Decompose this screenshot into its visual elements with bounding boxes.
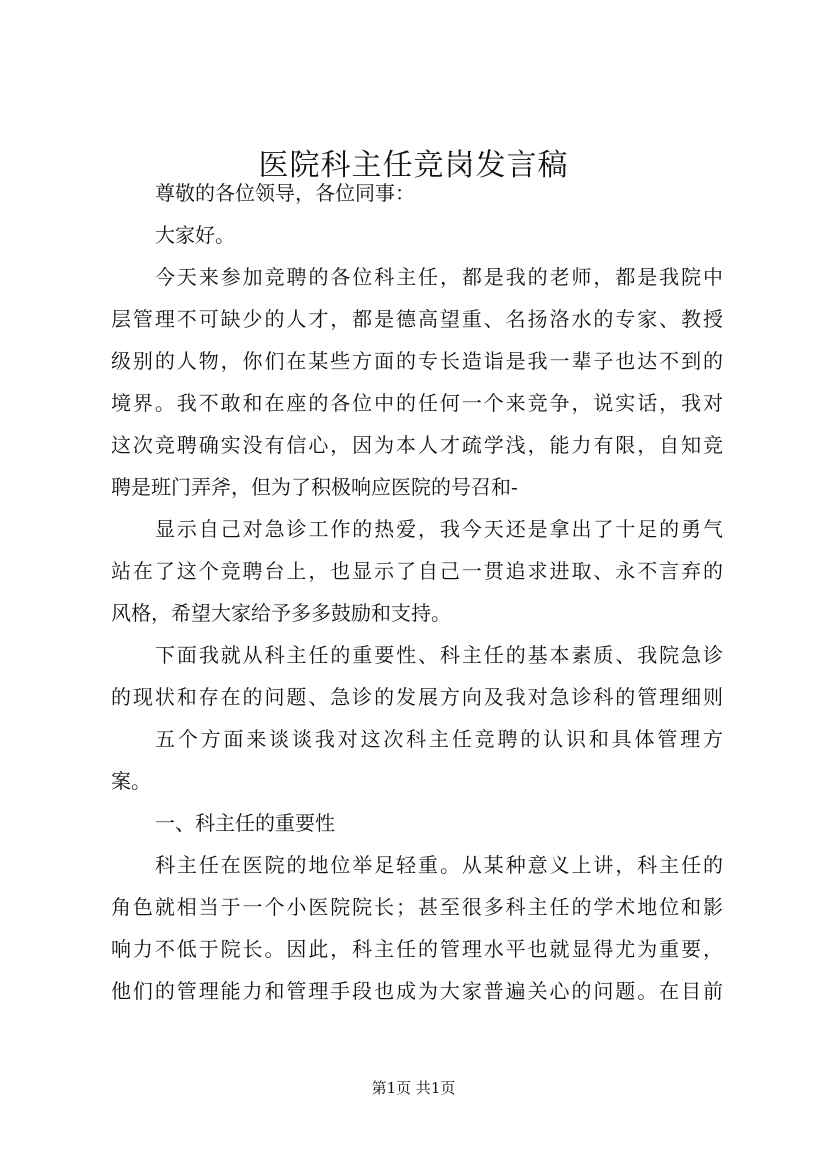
paragraph-line: 聘是班门弄斧，但为了积极响应医院的号召和- — [111, 475, 518, 499]
paragraph-line: 这次竞聘确实没有信心，因为本人才疏学浅，能力有限，自知竞 — [111, 433, 723, 457]
paragraph-line: 今天来参加竞聘的各位科主任，都是我的老师，都是我院中 — [155, 265, 723, 289]
paragraph-line: 显示自己对急诊工作的热爱，我今天还是拿出了十足的勇气 — [155, 517, 723, 541]
paragraph-line: 级别的人物，你们在某些方面的专长造诣是我一辈子也达不到的 — [111, 349, 723, 373]
section-heading: 一、科主任的重要性 — [155, 811, 335, 835]
paragraph-line: 站在了这个竞聘台上，也显示了自己一贯追求进取、永不言弃的 — [111, 559, 723, 583]
paragraph-line: 风格，希望大家给予多多鼓励和支持。 — [111, 601, 451, 625]
greeting-line: 大家好。 — [155, 223, 235, 247]
paragraph-line: 的现状和存在的问题、急诊的发展方向及我对急诊科的管理细则 — [111, 685, 723, 709]
paragraph-line: 层管理不可缺少的人才，都是德高望重、名扬洛水的专家、教授 — [111, 307, 723, 331]
paragraph-line: 他们的管理能力和管理手段也成为大家普遍关心的问题。在目前 — [111, 979, 723, 1003]
document-title: 医院科主任竞岗发言稿 — [258, 148, 569, 183]
salutation-line: 尊敬的各位领导，各位同事： — [155, 181, 415, 205]
page-footer: 第1页 共1页 — [371, 1079, 456, 1097]
paragraph-line: 案。 — [111, 769, 151, 793]
paragraph-line: 科主任在医院的地位举足轻重。从某种意义上讲，科主任的 — [155, 853, 723, 877]
paragraph-line: 下面我就从科主任的重要性、科主任的基本素质、我院急诊 — [155, 643, 723, 667]
paragraph-line: 五个方面来谈谈我对这次科主任竞聘的认识和具体管理方 — [155, 727, 723, 751]
paragraph-line: 角色就相当于一个小医院院长；甚至很多科主任的学术地位和影 — [111, 895, 723, 919]
paragraph-line: 境界。我不敢和在座的各位中的任何一个来竞争，说实话，我对 — [111, 391, 723, 415]
document-body — [111, 172, 723, 1012]
paragraph-line: 响力不低于院长。因此，科主任的管理水平也就显得尤为重要， — [111, 937, 723, 961]
